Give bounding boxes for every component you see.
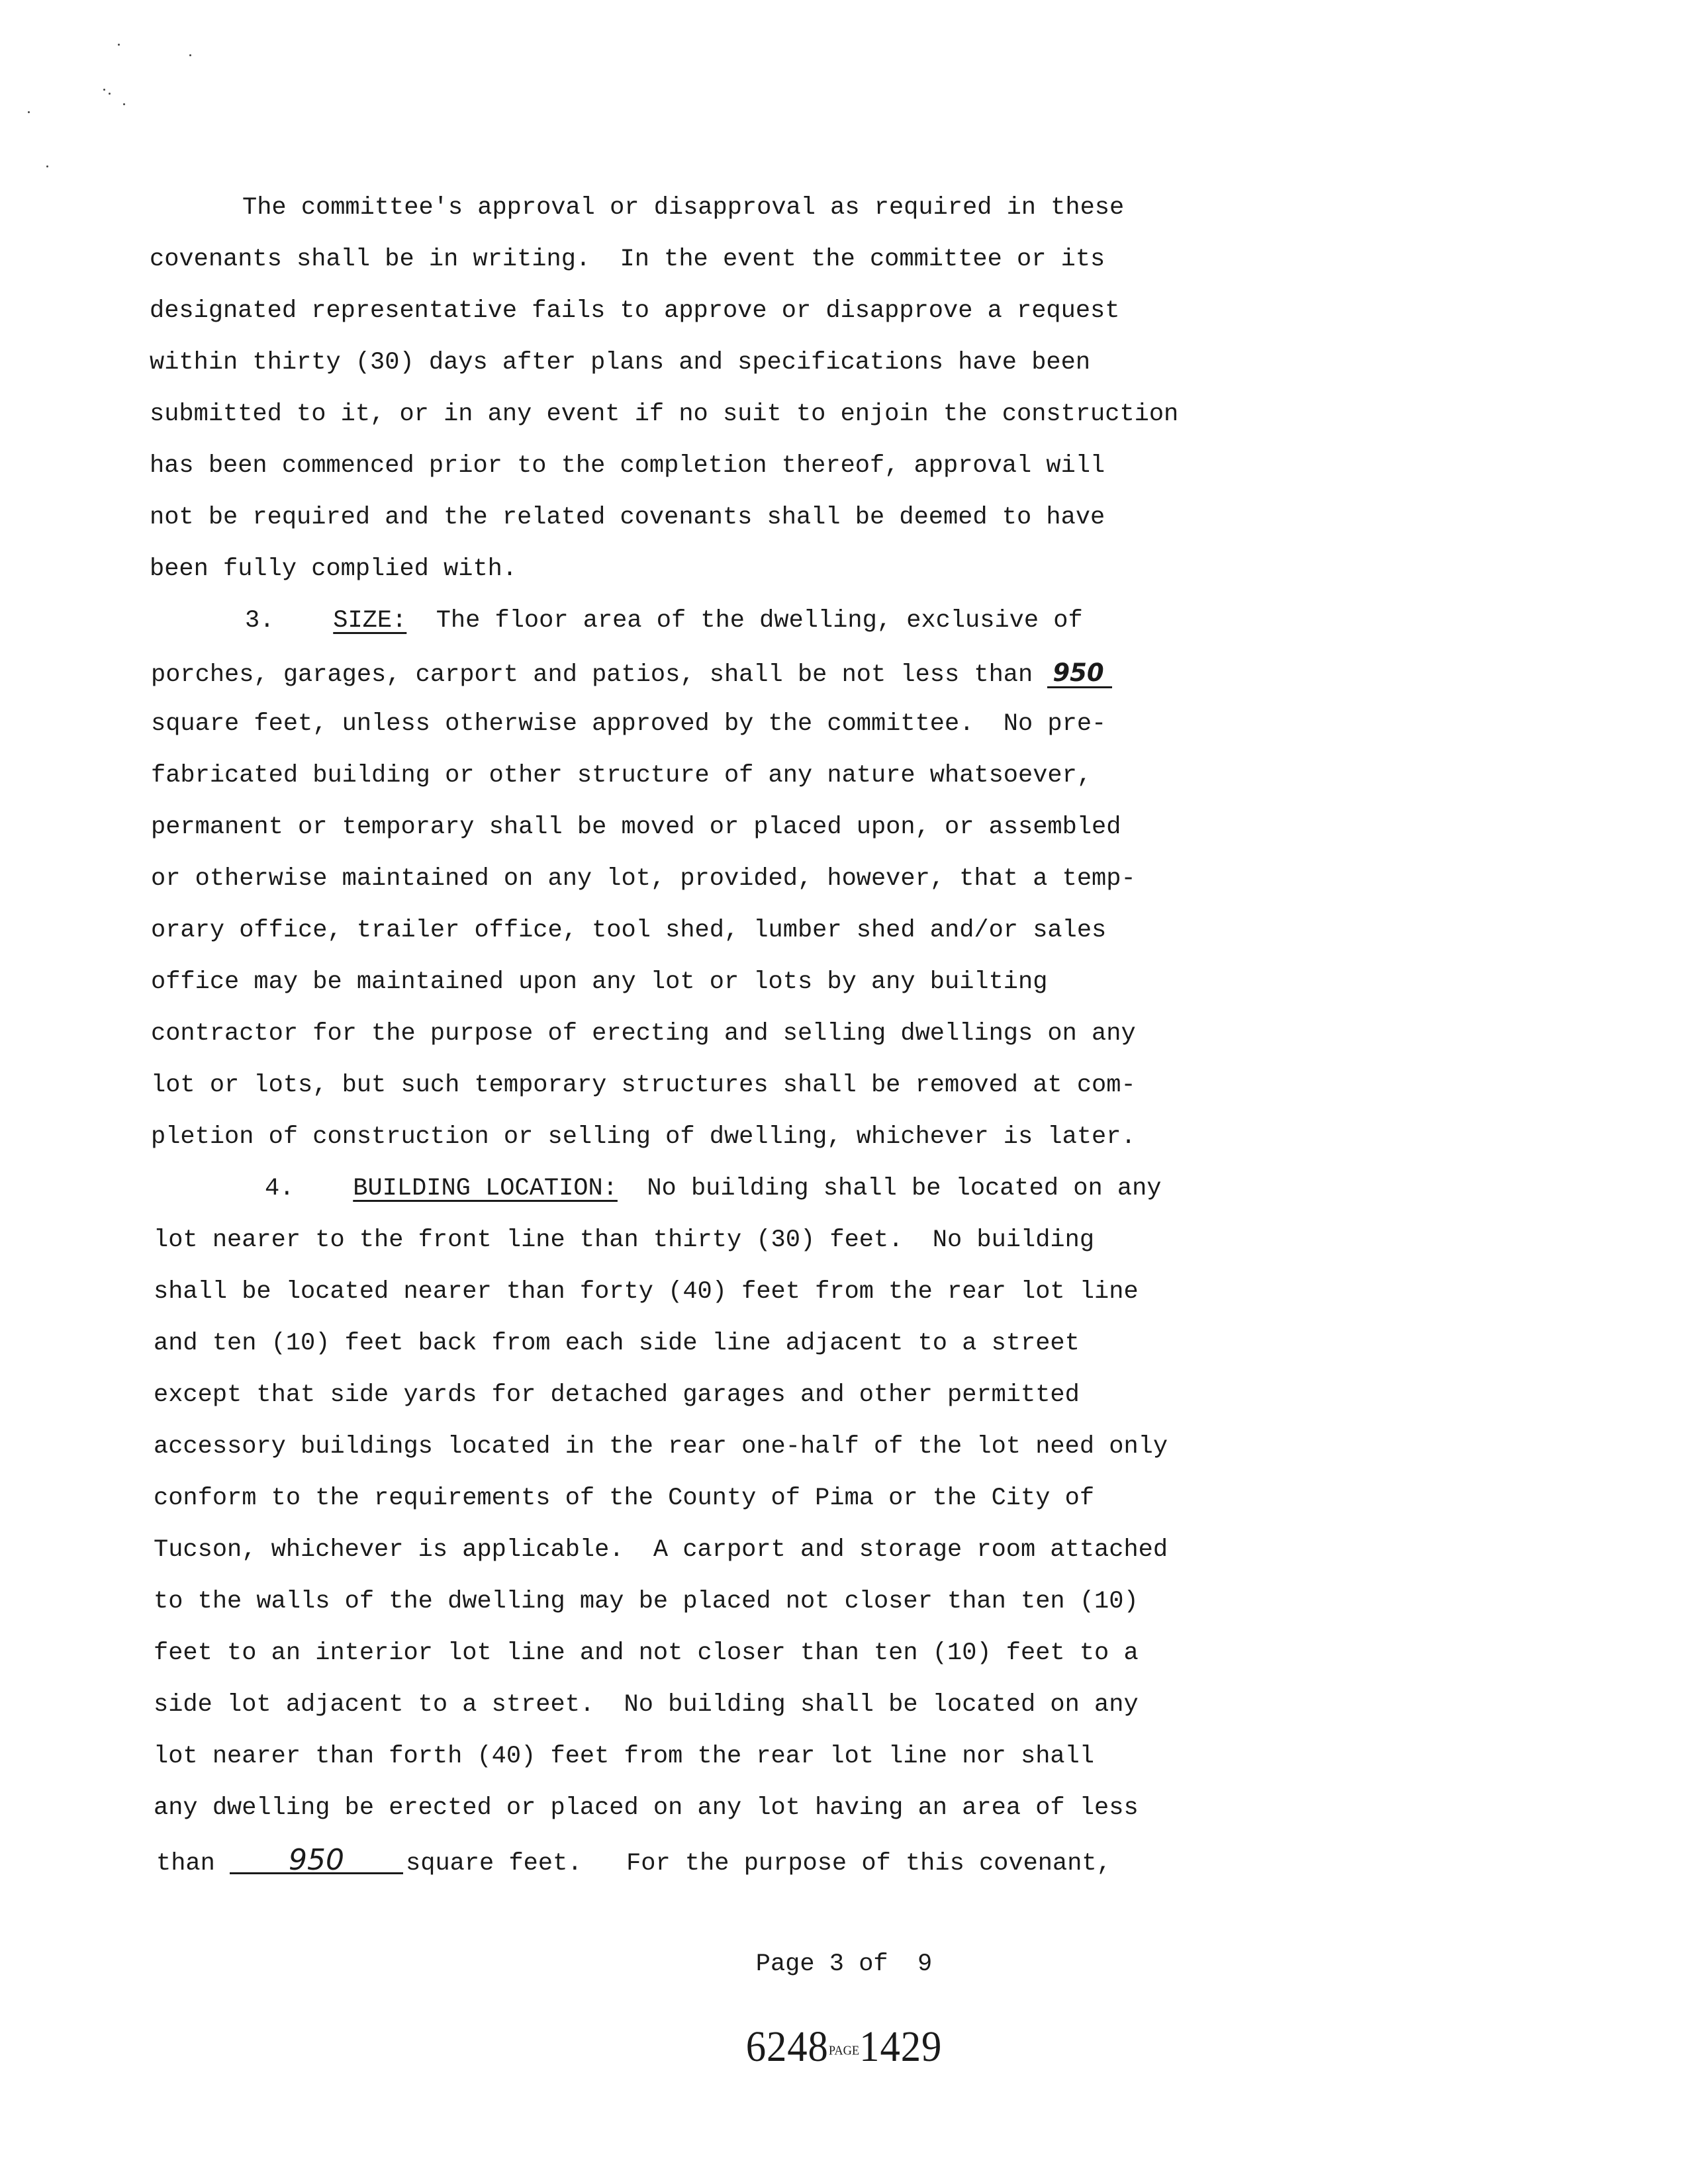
body-line: conform to the requirements of the County of Pima or the City of xyxy=(154,1484,1095,1512)
body-line: shall be located nearer than forty (40) feet from the rear lot line xyxy=(154,1278,1139,1306)
size-section-line-with-fill xyxy=(151,660,1112,688)
body-line: side lot adjacent to a street. No building shall be located on any xyxy=(154,1691,1139,1719)
scan-speck xyxy=(123,103,125,105)
body-line: accessory buildings located in the rear one-half of the lot need only xyxy=(154,1433,1168,1461)
size-section-first-line xyxy=(245,609,1083,633)
body-line: or otherwise maintained on any lot, provided, however, that a temp- xyxy=(151,865,1136,893)
body-line: The committee's approval or disapproval as required in these xyxy=(242,194,1125,222)
scan-speck xyxy=(46,165,48,167)
handwritten-value: 950 xyxy=(230,1848,403,1874)
body-line: fabricated building or other structure of any nature whatsoever, xyxy=(151,762,1092,790)
body-text: porches, garages, carport and patios, shall be not less than xyxy=(151,661,1048,689)
body-line: square feet, unless otherwise approved by the committee. No pre- xyxy=(151,710,1107,738)
body-line: been fully complied with. xyxy=(150,555,518,583)
section-heading: SIZE: xyxy=(333,607,407,635)
section-number: 3. xyxy=(245,607,275,635)
body-line: feet to an interior lot line and not closer than ten (10) feet to a xyxy=(154,1639,1139,1667)
body-line: except that side yards for detached garages and other permitted xyxy=(154,1381,1080,1409)
handwritten-value: 950 xyxy=(1047,660,1111,688)
body-text: than xyxy=(156,1850,230,1878)
body-line: not be required and the related covenants shall be deemed to have xyxy=(150,504,1105,531)
body-line: any dwelling be erected or placed on any lot having an area of less xyxy=(154,1794,1139,1822)
body-line: has been commenced prior to the completion thereof, approval will xyxy=(150,452,1105,480)
scan-speck xyxy=(189,54,191,56)
body-line: to the walls of the dwelling may be placed not closer than ten (10) xyxy=(154,1588,1139,1615)
body-line: within thirty (30) days after plans and specifications have been xyxy=(150,349,1091,377)
scan-speck xyxy=(118,44,120,46)
body-line: pletion of construction or selling of dwelling, whichever is later. xyxy=(151,1123,1136,1151)
location-last-line xyxy=(156,1843,1111,1878)
body-line: and ten (10) feet back from each side line adjacent to a street xyxy=(154,1330,1080,1357)
scan-speck xyxy=(28,111,30,113)
body-line: submitted to it, or in any event if no suit to enjoin the construction xyxy=(150,400,1179,428)
body-line: lot nearer to the front line than thirty (30) feet. No building xyxy=(154,1226,1095,1254)
body-line: orary office, trailer office, tool shed, lumber shed and/or sales xyxy=(151,917,1107,944)
body-line: permanent or temporary shall be moved or placed upon, or assembled xyxy=(151,813,1121,841)
body-line: designated representative fails to approve or disapprove a request xyxy=(150,297,1120,325)
location-section-first-line xyxy=(265,1177,1161,1201)
body-line: lot nearer than forth (40) feet from the rear lot line nor shall xyxy=(154,1743,1095,1770)
docket-number: 6248 xyxy=(745,2023,829,2071)
section-heading: BUILDING LOCATION: xyxy=(353,1175,618,1203)
page-word: PAGE xyxy=(828,2043,860,2058)
body-text: square feet. For the purpose of this covenant, xyxy=(406,1850,1111,1878)
body-line: covenants shall be in writing. In the event the committee or its xyxy=(150,246,1105,273)
scan-speck xyxy=(103,89,105,91)
scan-speck xyxy=(109,93,111,95)
body-line: contractor for the purpose of erecting and selling dwellings on any xyxy=(151,1020,1136,1048)
body-line: office may be maintained upon any lot or lots by any builting xyxy=(151,968,1048,996)
page-number: Page 3 of 9 xyxy=(755,1950,933,1978)
body-text: No building shall be located on any xyxy=(647,1175,1162,1203)
recording-page-number: 1429 xyxy=(859,2023,943,2071)
body-line: lot or lots, but such temporary structures shall be removed at com- xyxy=(151,1071,1136,1099)
recording-stamp xyxy=(68,2022,1620,2072)
section-number: 4. xyxy=(265,1175,295,1203)
body-text: The floor area of the dwelling, exclusive of xyxy=(436,607,1083,635)
body-line: Tucson, whichever is applicable. A carport and storage room attached xyxy=(154,1536,1168,1564)
